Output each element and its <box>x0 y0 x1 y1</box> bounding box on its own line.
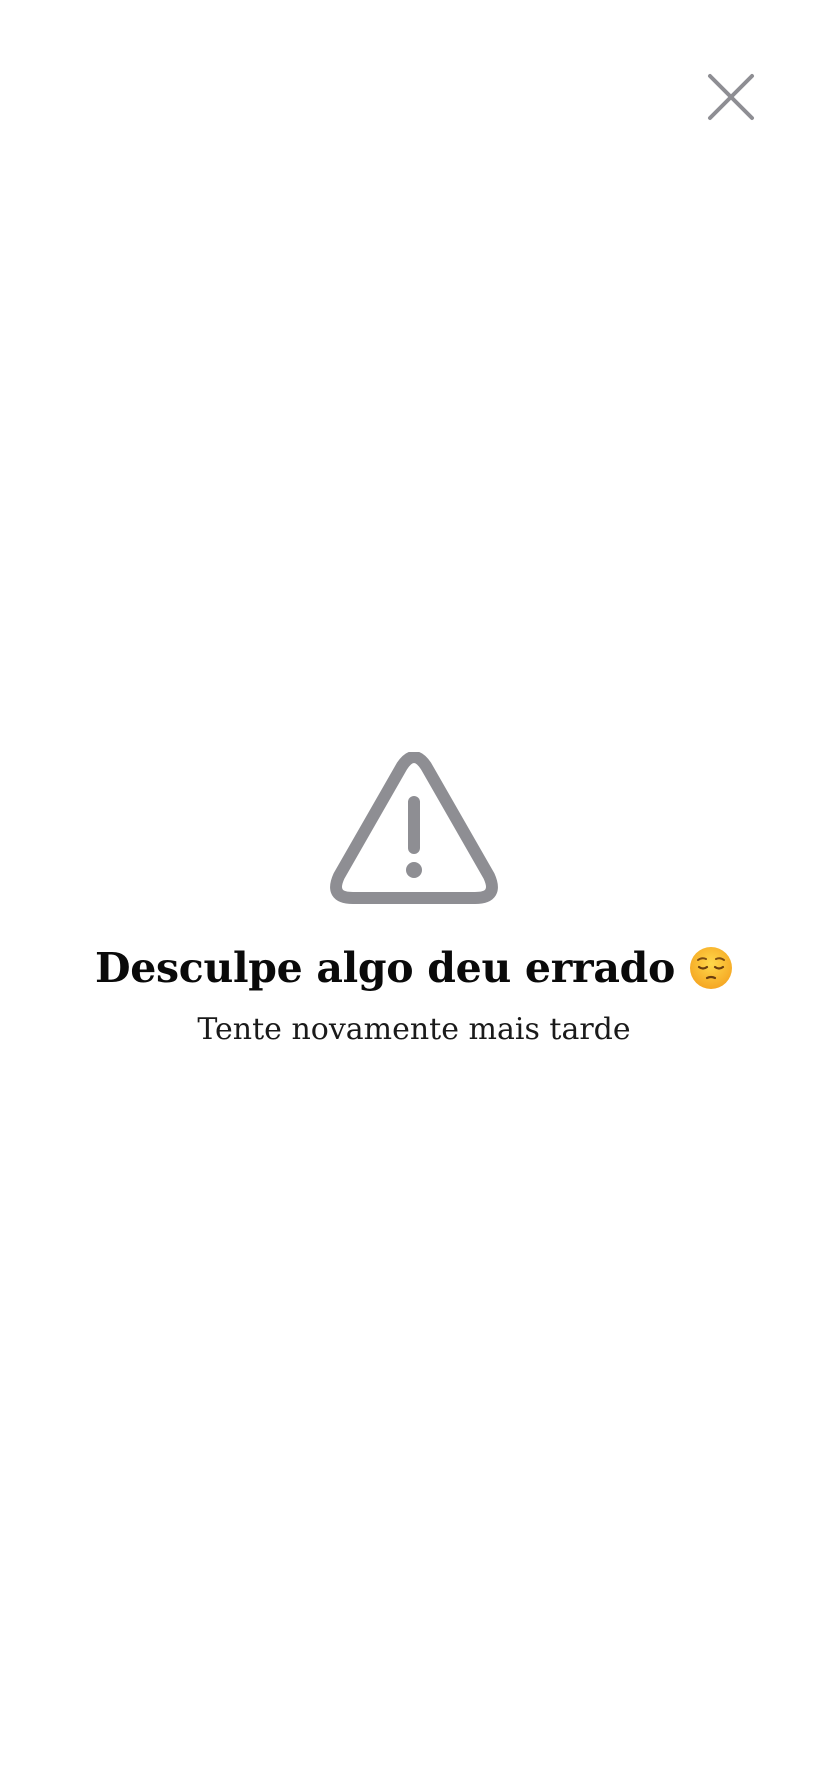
pensive-face-emoji <box>689 946 733 990</box>
close-button[interactable] <box>698 66 764 132</box>
error-title <box>95 942 733 994</box>
warning-icon <box>329 752 499 908</box>
error-subtitle: Tente novamente mais tarde <box>197 1012 631 1047</box>
error-message <box>0 752 828 1050</box>
close-icon[interactable] <box>707 73 755 125</box>
error-title-text: Desculpe algo deu errado <box>94 944 676 992</box>
